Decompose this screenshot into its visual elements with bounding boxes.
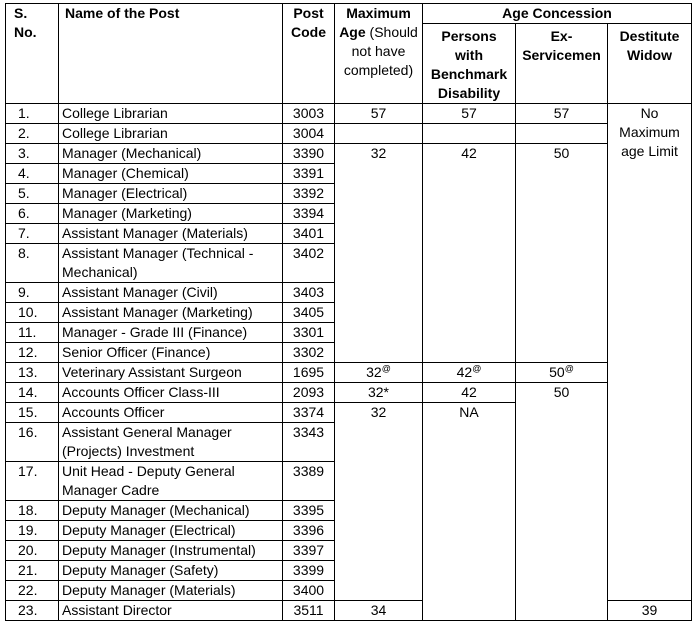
sno-cell: 12. (6, 343, 59, 363)
post-name-cell: College Librarian (59, 124, 283, 144)
max-age-superscript: @ (381, 363, 391, 374)
sno-cell: 20. (6, 541, 59, 561)
pwbd-cell: 42 (423, 383, 516, 403)
sno-cell: 23. (6, 601, 59, 621)
pwbd-cell: 57 (423, 104, 516, 124)
header-pwbd: Persons with Benchmark Disability (423, 24, 516, 104)
max-age-cell: 32* (335, 383, 423, 403)
pwbd-cell: NA (423, 403, 516, 621)
max-age-cell: 32 (335, 144, 423, 363)
post-code-cell: 1695 (283, 363, 335, 383)
sno-cell: 8. (6, 244, 59, 283)
post-code-cell: 3405 (283, 303, 335, 323)
post-code-cell: 3401 (283, 224, 335, 244)
header-post-name: Name of the Post (59, 4, 283, 104)
post-code-cell: 2093 (283, 383, 335, 403)
header-code-line1: Post (293, 5, 324, 21)
sno-cell: 14. (6, 383, 59, 403)
sno-cell: 22. (6, 581, 59, 601)
pwbd-cell (423, 363, 516, 383)
table-row (6, 124, 692, 144)
sno-cell: 9. (6, 283, 59, 303)
age-concession-table (5, 3, 692, 621)
max-age-cell (335, 124, 423, 144)
post-code-cell: 3391 (283, 164, 335, 184)
sno-cell: 2. (6, 124, 59, 144)
post-name-cell: Deputy Manager (Materials) (59, 581, 283, 601)
exs-value: 50 (549, 364, 565, 380)
exs-superscript: @ (564, 363, 574, 374)
post-name-cell: Manager (Marketing) (59, 204, 283, 224)
post-name-cell: Senior Officer (Finance) (59, 343, 283, 363)
sno-cell: 7. (6, 224, 59, 244)
sno-cell: 21. (6, 561, 59, 581)
post-name-cell: Assistant Director (59, 601, 283, 621)
sno-cell: 13. (6, 363, 59, 383)
post-name-cell: Assistant Manager (Materials) (59, 224, 283, 244)
post-code-cell: 3004 (283, 124, 335, 144)
post-name-cell: Deputy Manager (Instrumental) (59, 541, 283, 561)
post-code-cell: 3003 (283, 104, 335, 124)
post-name-cell: Assistant Manager (Technical - Mechanical) (59, 244, 283, 283)
header-sno (6, 4, 59, 104)
post-name-cell: Veterinary Assistant Surgeon (59, 363, 283, 383)
exs-cell: 50 (516, 144, 608, 363)
pwbd-cell (423, 124, 516, 144)
header-destitute-widow: Destitute Widow (608, 24, 692, 104)
sno-cell: 15. (6, 403, 59, 423)
header-row-1 (6, 4, 692, 24)
pwbd-value: 42 (456, 364, 473, 380)
post-code-cell: 3395 (283, 501, 335, 521)
max-age-cell (335, 363, 423, 383)
post-code-cell: 3301 (283, 323, 335, 343)
post-code-cell: 3400 (283, 581, 335, 601)
header-maximum-age (335, 4, 423, 104)
exs-cell: 57 (516, 104, 608, 124)
header-max-age-note: (Should not have completed) (343, 24, 418, 78)
post-code-cell: 3302 (283, 343, 335, 363)
post-code-cell: 3403 (283, 283, 335, 303)
max-age-value: 32 (366, 364, 382, 380)
sno-cell: 18. (6, 501, 59, 521)
table-row (6, 383, 692, 403)
sno-cell: 16. (6, 423, 59, 462)
header-ex-servicemen: Ex-Servicemen (516, 24, 608, 104)
post-name-cell: Accounts Officer (59, 403, 283, 423)
post-name-cell: Accounts Officer Class-III (59, 383, 283, 403)
post-name-cell: Manager (Mechanical) (59, 144, 283, 164)
header-code-line2: Code (291, 24, 326, 40)
post-name-cell: Deputy Manager (Electrical) (59, 521, 283, 541)
table-row (6, 144, 692, 164)
post-code-cell: 3389 (283, 462, 335, 501)
sno-cell: 5. (6, 184, 59, 204)
sno-cell: 1. (6, 104, 59, 124)
header-age-concession: Age Concession (423, 4, 692, 24)
pwbd-superscript: @ (472, 363, 482, 374)
post-code-cell: 3374 (283, 403, 335, 423)
post-name-cell: Manager - Grade III (Finance) (59, 323, 283, 343)
exs-cell: 50 (516, 383, 608, 621)
widow-cell: No Maximum age Limit (608, 104, 692, 601)
post-name-cell: Assistant General Manager (Projects) Investment (59, 423, 283, 462)
header-post-code (283, 4, 335, 104)
post-code-cell: 3397 (283, 541, 335, 561)
post-name-cell: Deputy Manager (Safety) (59, 561, 283, 581)
post-name-cell: Unit Head - Deputy General Manager Cadre (59, 462, 283, 501)
max-age-cell: 57 (335, 104, 423, 124)
max-age-cell: 32 (335, 403, 423, 601)
sno-cell: 11. (6, 323, 59, 343)
header-max-age-label: Maximum Age (339, 5, 411, 40)
exs-cell (516, 363, 608, 383)
post-code-cell: 3399 (283, 561, 335, 581)
header-sno-line1: S. (14, 5, 28, 21)
post-code-cell: 3343 (283, 423, 335, 462)
post-code-cell: 3511 (283, 601, 335, 621)
sno-cell: 6. (6, 204, 59, 224)
table-row (6, 104, 692, 124)
post-name-cell: College Librarian (59, 104, 283, 124)
post-name-cell: Assistant Manager (Marketing) (59, 303, 283, 323)
sno-cell: 17. (6, 462, 59, 501)
post-code-cell: 3392 (283, 184, 335, 204)
post-name-cell: Deputy Manager (Mechanical) (59, 501, 283, 521)
header-sno-line2: No. (14, 24, 37, 40)
exs-cell (516, 124, 608, 144)
table-row (6, 363, 692, 383)
max-age-cell: 34 (335, 601, 423, 621)
post-code-cell: 3390 (283, 144, 335, 164)
post-code-cell: 3396 (283, 521, 335, 541)
sno-cell: 3. (6, 144, 59, 164)
widow-cell: 39 (608, 601, 692, 621)
post-code-cell: 3394 (283, 204, 335, 224)
post-name-cell: Manager (Electrical) (59, 184, 283, 204)
sno-cell: 4. (6, 164, 59, 184)
post-name-cell: Manager (Chemical) (59, 164, 283, 184)
post-code-cell: 3402 (283, 244, 335, 283)
sno-cell: 10. (6, 303, 59, 323)
sno-cell: 19. (6, 521, 59, 541)
post-name-cell: Assistant Manager (Civil) (59, 283, 283, 303)
pwbd-cell: 42 (423, 144, 516, 363)
